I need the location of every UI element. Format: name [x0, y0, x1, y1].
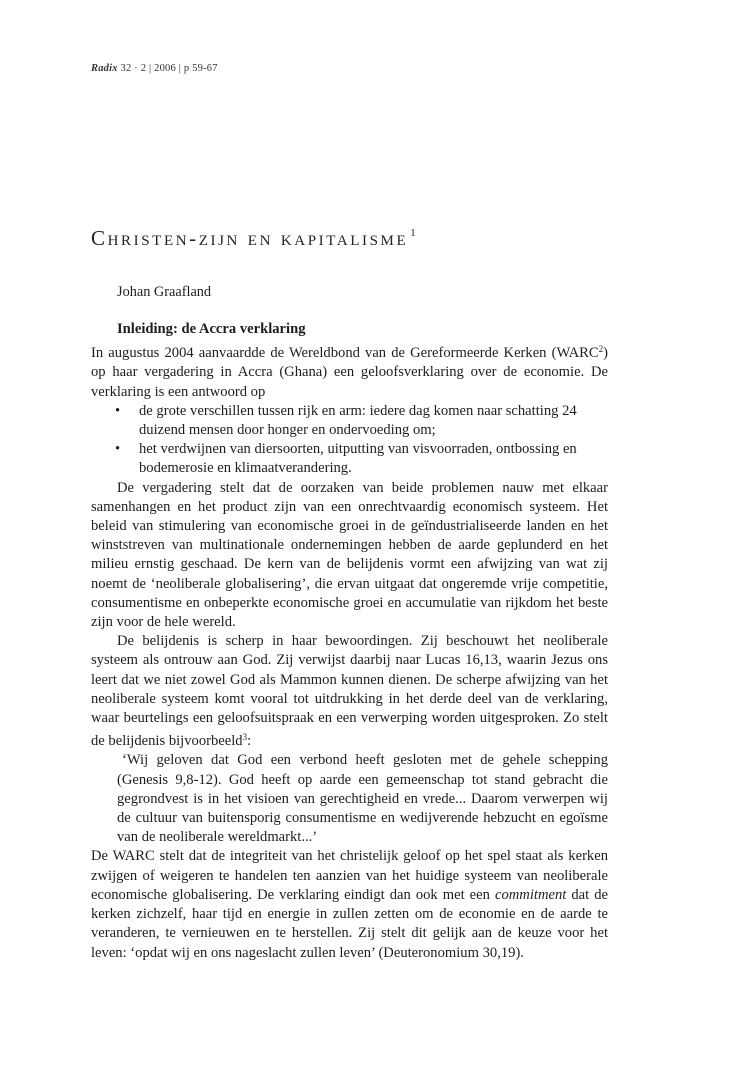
paragraph-4 — [91, 847, 608, 962]
paragraph-3-text-b: : — [247, 733, 252, 750]
running-header — [91, 63, 218, 74]
journal-name: Radix — [91, 63, 118, 74]
paragraph-1 — [91, 340, 608, 402]
block-quote — [91, 751, 608, 847]
footnote-marker-2[interactable]: 2 — [598, 344, 604, 355]
citation: 32 · 2 | 2006 | p 59-67 — [120, 63, 218, 74]
article-title-text: Christen-zijn en kapitalisme — [91, 226, 409, 250]
paragraph-1-text-a: In augustus 2004 aanvaardde de Wereldbond van de Gereformeerde Kerken (WARC — [91, 345, 599, 362]
bullet-list — [91, 402, 608, 479]
title-footnote-marker[interactable]: 1 — [410, 227, 416, 239]
bullet-icon: • — [115, 441, 121, 458]
paragraph-4-text-b: dat de kerken zichzelf, haar tijd en energie in zullen zetten om de economie en de aarde te veranderen, te vernieuwen en te herstellen. Zij stelt dit gelijk aan de keuze voor het leven: ‘opdat wij en ons nageslacht zullen leven’ (Deuteronomium 30,19). — [91, 886, 609, 961]
bullet-icon: • — [115, 402, 121, 419]
paragraph-2: De vergadering stelt dat de oorzaken van beide problemen nauw met elkaar samenhangen en het product zijn van een onrechtvaardig economisch systeem. Het beleid van stimulering van economische groei in de geïndustrialiseerde landen en het winststreven van multinationale ondernemingen hebben de aarde geplunderd en het milieu ernstig geschaad. De kern van de belijdenis vormt een afwijzing van wat zij noemt de ‘neoliberale globalisering’, die ervan uitgaat dat ongeremde vrije competitie, consumentisme en onbeperkte economische groei en accumulatie van rijkdom het beste zijn voor de hele wereld. — [91, 479, 608, 631]
footnote-marker-3[interactable]: 3 — [242, 732, 248, 743]
section-heading: Inleiding: de Accra verklaring — [117, 321, 306, 337]
article-body — [91, 320, 608, 963]
emphasis-commitment: commitment — [494, 886, 567, 903]
list-item — [91, 402, 608, 440]
list-item-text: het verdwijnen van diersoorten, uitputting van visvoorraden, ontbossing en bodemerosie en klimaatverandering. — [139, 441, 577, 477]
author-name: Johan Graafland — [117, 284, 212, 300]
list-item-text: de grote verschillen tussen rijk en arm: iedere dag komen naar schatting 24 duizend mensen door honger en ondervoeding om; — [139, 402, 577, 439]
paragraph-3 — [91, 632, 608, 751]
block-quote-text: ‘Wij geloven dat God een verbond heeft gesloten met de gehele schepping (Genesis 9,8-12). God heeft op aarde een gemeenschap tot stand gebracht die gegrondvest is in het visioen van gerechtigheid en vrede... Daarom verwerpen wij de cultuur van buitensporig consumentisme en wedijverende hebzucht en egoïsme van de neoliberale wereldmarkt...’ — [117, 752, 608, 846]
article-title — [91, 226, 416, 251]
paragraph-3-text-a: De belijdenis is scherp in haar bewoordingen. Zij beschouwt het neoliberale systeem als ontrouw aan God. Zij verwijst daarbij naar Lucas 16,13, waarin Jezus ons leert dat we niet zowel God als Mammon kunnen dienen. De scherpe afwijzing van het neoliberale systeem komt vooral tot uitdrukking in het derde deel van de verklaring, waar beurtelings een geloofsuitspraak en een verwerping worden uitgesproken. Zo stelt de belijdenis bijvoorbeeld — [91, 633, 608, 750]
list-item — [91, 440, 608, 478]
paragraph-1-text-b: ) op haar vergadering in Accra (Ghana) een geloofsverklaring over de economie. De verklaring is een antwoord op — [91, 345, 608, 400]
paragraph-4-text-a: De WARC stelt dat de integriteit van het christelijk geloof op het spel staat als kerken zwijgen of weigeren te handelen ten aanzien van het huidige systeem van neoliberale economische globalisering. De verklaring eindigt dan ook met een — [91, 848, 608, 903]
